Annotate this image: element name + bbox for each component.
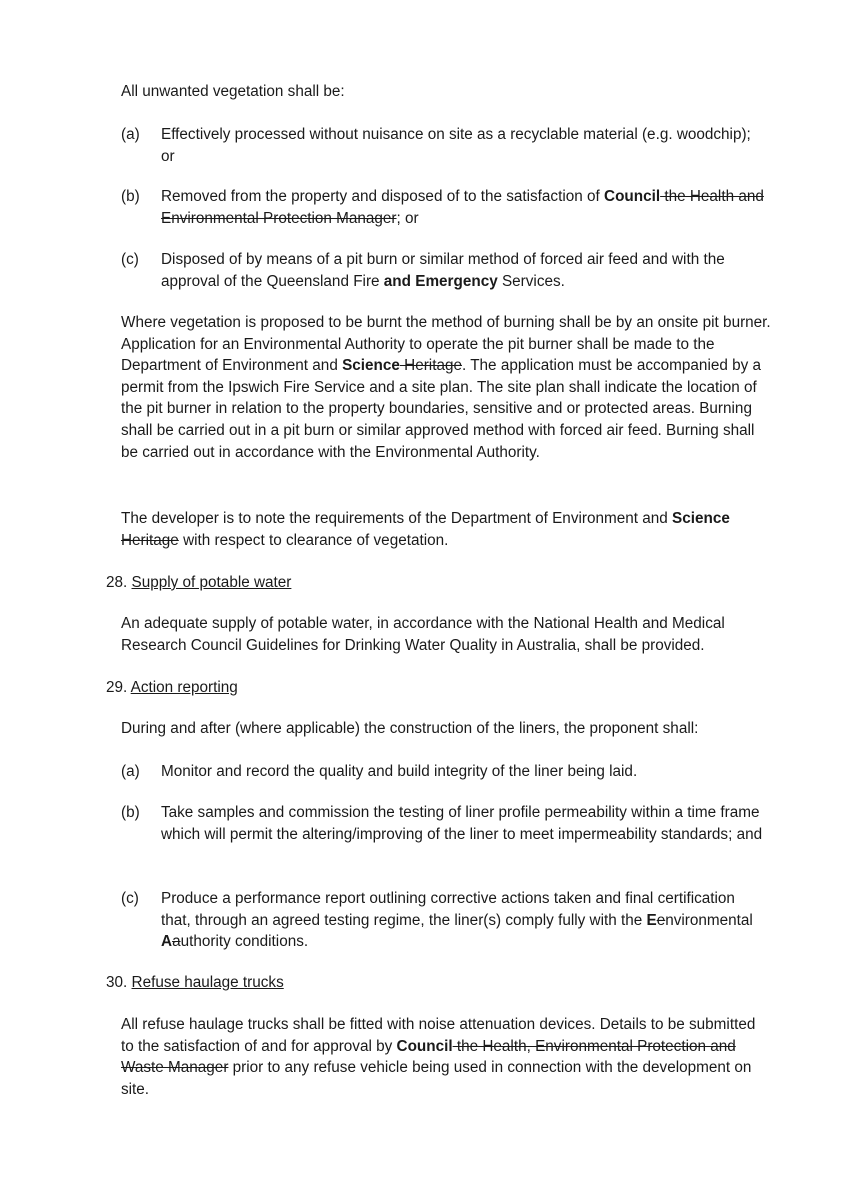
item-text: Disposed of by means of a pit burn or similar method of forced air feed and with the approval of the Queensland Fire and Emergency Services. [161,251,725,290]
developer-paragraph: The developer is to note the requirements of the Department of Environment and Science Heritage with respect to clearance of vegetation. [121,510,730,549]
section-29-intro: During and after (where applicable) the construction of the liners, the proponent shall: [121,720,699,737]
item-label: (c) [121,890,139,907]
inserted-text: Council [396,1037,453,1055]
section-30-heading: 30. Refuse haulage trucks [106,974,284,991]
section-title: Supply of potable water [131,574,292,591]
vegetation-intro: All unwanted vegetation shall be: [121,83,345,100]
inserted-text: Council [604,188,661,205]
section-title: Refuse haulage trucks [131,974,284,991]
item-text: Monitor and record the quality and build integrity of the liner being laid. [161,763,638,780]
item-label: (c) [121,251,139,268]
section-title: Action reporting [130,679,238,696]
deleted-text: e [656,911,666,929]
item-text: Removed from the property and disposed of to the satisfaction of Council the Health and Environmental Protection Manager; or [161,188,764,227]
section-30-body: All refuse haulage trucks shall be fitted with noise attenuation devices. Details to be submitted to the satisfaction of and for approval by Council the Health, Environmental Protection and Waste Manager prior to any refuse vehicle being used in connection with the development on site. [121,1016,756,1098]
item-label: (b) [121,188,140,205]
burning-paragraph: Where vegetation is proposed to be burnt the method of burning shall be by an onsite pit burner. Application for an Environmental Authority to operate the pit burner shall be made to the Department of Environment and Science Heritage. The application must be accompanied by a permit from the Ipswich Fire Service and a site plan. The site plan shall indicate the location of the pit burner in relation to the property boundaries, sensitive and or protected areas. Burning shall be carried out in a pit burn or similar approved method with forced air feed. Burning shall be carried out in accordance with the Environmental Authority. [121,314,771,461]
item-label: (a) [121,763,140,780]
item-text: Produce a performance report outlining corrective actions taken and final certification that, through an agreed testing regime, the liner(s) comply fully with the Eenvironmental Aauthority conditions. [161,890,753,951]
section-28-heading: 28. Supply of potable water [106,574,292,591]
item-label: (a) [121,126,140,143]
inserted-text: and Emergency [383,272,498,290]
inserted-text: E [646,911,657,929]
inserted-text: Science [342,357,400,375]
section-28-body: An adequate supply of potable water, in accordance with the National Health and Medical Research Council Guidelines for Drinking Water Quality in Australia, shall be provided. [121,615,725,654]
item-label: (b) [121,804,140,821]
item-text: Take samples and commission the testing of liner profile permeability within a time frame which will permit the altering/improving of the liner to meet impermeability standards; and [161,804,763,843]
deleted-text: Heritage [121,531,179,549]
inserted-text: Science [672,510,730,527]
deleted-text: a [172,933,181,951]
item-text: Effectively processed without nuisance on site as a recyclable material (e.g. woodchip); or [161,126,751,165]
deleted-text: the Health, Environmental Protection and Waste Manager [121,1037,736,1077]
deleted-text: the Health and Environmental Protection Manager [161,188,764,227]
inserted-text: A [161,933,173,951]
section-29-heading: 29. Action reporting [106,679,238,696]
deleted-text: Heritage [399,357,462,375]
